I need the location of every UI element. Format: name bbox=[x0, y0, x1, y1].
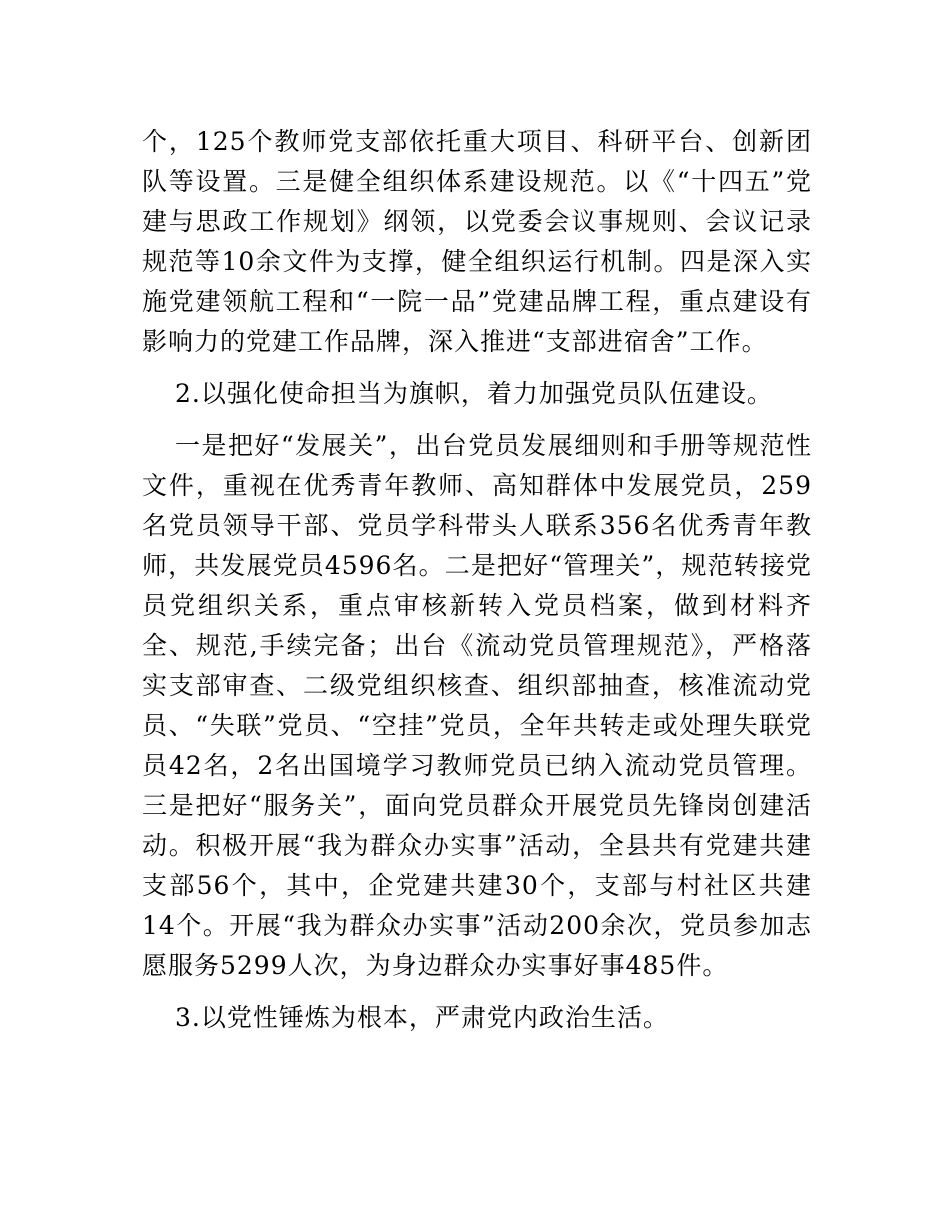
section-heading-2: 2.以强化使命担当为旗帜，着力加强党员队伍建设。 bbox=[175, 379, 773, 408]
body-paragraph-2: 一是把好“发展关”，出台党员发展细则和手册等规范性文件，重视在优秀青年教师、高知群体中发展党员，259名党员领导干部、党员学科带头人联系356名优秀青年教师，共发展党员4596名。二是把好“管理关”，规范转接党员党组织关系，重点审核新转入党员档案，做到材料齐全、规范,手续完备；出台《流动党员管理规范》，严格落实支部审查、二级党组织核查、组织部抽查，核准流动党员、“失联”党员、“空挂”党员，全年共转走或处理失联党员42名，2名出国境学习教师党员已纳入流动党员管理。三是把好“服务关”，面向党员群众开展党员先锋岗创建活动。积极开展“我为群众办实事”活动，全县共有党建共建支部56个，其中，企党建共建30个，支部与村社区共建14个。开展“我为群众办实事”活动200余次，党员参加志愿服务5299人次，为身边群众办实事好事485件。 bbox=[142, 431, 812, 980]
section-heading-3: 3.以党性锤炼为根本，严肃党内政治生活。 bbox=[175, 1003, 669, 1032]
document-body bbox=[142, 122, 812, 1050]
body-paragraph-1: 个，125个教师党支部依托重大项目、科研平台、创新团队等设置。三是健全组织体系建设规范。以《“十四五”党建与思政工作规划》纲领，以党委会议事规则、会议记录规范等10余文件为支撑，健全组织运行机制。四是深入实施党建领航工程和“一院一品”党建品牌工程，重点建设有影响力的党建工作品牌，深入推进“支部进宿舍”工作。 bbox=[142, 127, 812, 356]
